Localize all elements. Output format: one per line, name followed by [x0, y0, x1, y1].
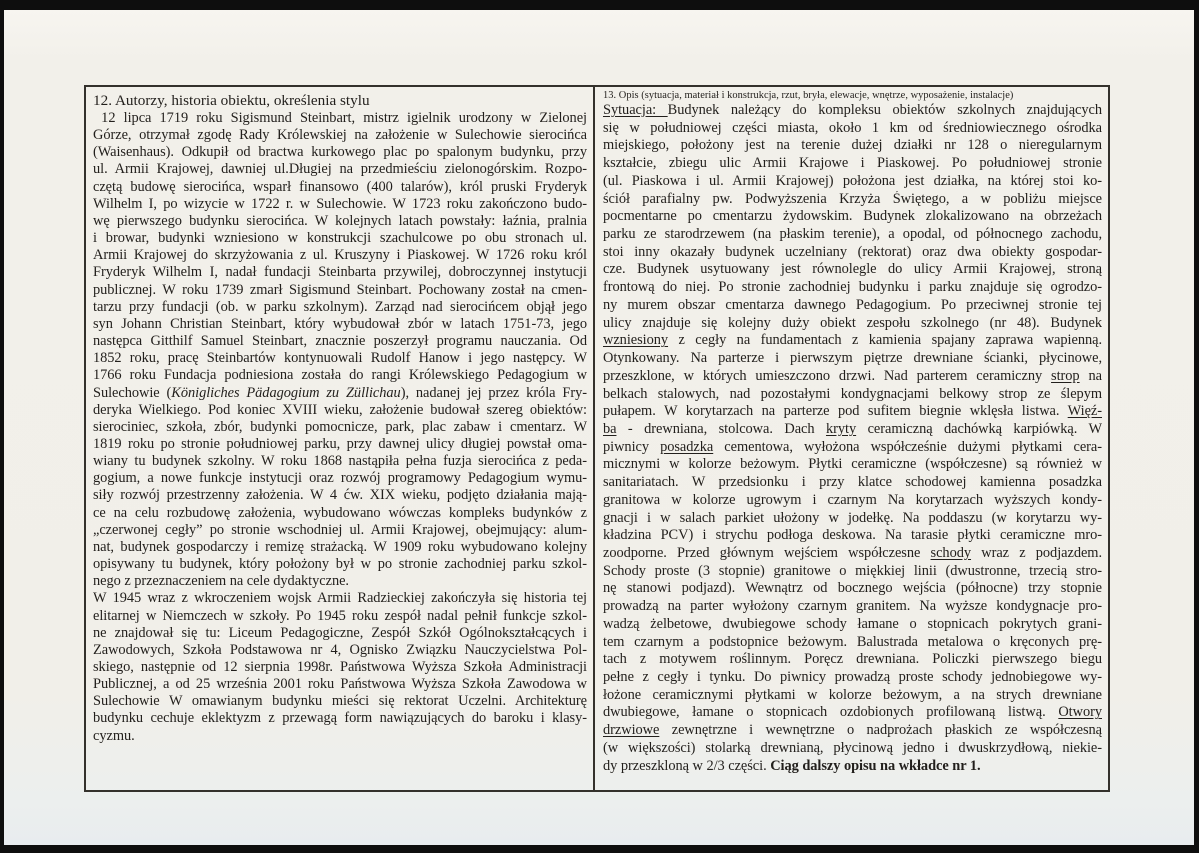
- text-line: wiany tu budynek szkolny. W roku 1868 nastąpiła pełna fuzja sierocińca z peda-: [93, 453, 587, 470]
- text-line: W 1945 wraz z wkroczeniem wojsk Armii Radzieckiej zakończyła się historia tej: [93, 590, 587, 607]
- text-line: cze. Budynek usytuowany jest równolegle do ulicy Armii Krajowej, stroną: [603, 261, 1102, 278]
- text-line: pułapem. W korytarzach na parterze pod sufitem biegnie wklęsła listwa. Więź-: [603, 403, 1102, 420]
- text-line: gogium, a nowe funkcje instytucji oraz rozwój programowy Pedagogium wymu-: [93, 470, 587, 487]
- text-line: skiego, następnie od 12 sierpnia 1998r. Państwowa Wyższa Szkoła Administracji: [93, 659, 587, 675]
- text-line: Fryderyk Wilhelm I, nadał fundacji Steinbarta przywilej, dobroczynnej instytucji: [93, 264, 587, 281]
- text-line: micznymi w kolorze beżowym. Płytki ceramiczne (współczesne) są również w: [603, 456, 1102, 473]
- text-line: ne znajdował się tu: Liceum Pedagogiczne, Zespół Szkół Ogólnokształcących i: [93, 624, 587, 641]
- text-line: zoodporne. Przed głównym wejściem współczesne schody wraz z podjazdem.: [603, 544, 1102, 561]
- text-line: Otynkowany. Na parterze i pierwszym piętrze drewniane ścianki, płycinowe,: [603, 350, 1102, 367]
- text-line: Sytuacja: Budynek należący do kompleksu obiektów szkolnych znajdujących: [603, 102, 1102, 118]
- text-line: Schody proste (3 stopnie) granitowe o miękkiej linii (dwustronne, trzecią stro-: [603, 562, 1102, 579]
- text-line: przeszklone, w których umieszczono drzwi. Nad parterem ceramiczny strop na: [603, 367, 1102, 384]
- text-line: cyzmu.: [93, 727, 135, 744]
- text-line: 1852 roku, pracę Steinbartów kontynuowali Rudolf Hanow i jego następcy. W: [93, 350, 587, 367]
- text-line: Sulechowie (Königliches Pädagogium zu Züllichau), nadanej jej przez króla Fry-: [93, 384, 587, 401]
- text-line: (w większości) stolarką drewnianą, płycinową jedno i dwuskrzydłową, niekie-: [603, 739, 1102, 756]
- text-line: dy przeszkloną w 2/3 części. Ciąg dalszy opisu na wkładce nr 1.: [603, 757, 981, 774]
- text-line: wzniesiony z cegły na fundamentach z kamienia spajany zaprawa wapienną.: [603, 332, 1102, 349]
- text-line: ce na celu rozbudowę założenia, wybudowano wówczas kompleks budynków z: [93, 504, 587, 521]
- text-line: wę pierwszego budynku sierocińca. W kolejnych latach powstały: łaźnia, pralnia: [93, 212, 587, 229]
- text-line: Górze, otrzymał zgodę Rady Królewskiej na założenie w Sulechowie sierocińca: [93, 127, 587, 144]
- text-line: parku ze starodrzewem (na płaskim terenie), a opodal, od północnego zachodu,: [603, 226, 1102, 243]
- text-line: opisywany tu budynek, który położony był w po stronie zachodniej parku szkol-: [93, 556, 587, 573]
- text-line: tach z motywem roślinnym. Poręcz drewniana. Policzki pierwszego biegu: [603, 651, 1102, 668]
- text-line: czętą budowę sierocińca, wsparł finansowo (400 talarów), król pruski Fryderyk: [93, 178, 587, 195]
- text-line: budynku cechuje eklektyzm z przewagą form nawiązujących do baroku i klasy-: [93, 710, 587, 727]
- text-line: frontową do niej. Po stronie zachodniej budynku i parku znajduje się ogrodzo-: [603, 279, 1102, 296]
- text-line: sanitariatach. W przedsionku i przy klatce schodowej kamienna posadzka: [603, 474, 1102, 491]
- text-line: Zawodowych, Szkoła Podstawowa nr 4, Ognisko Związku Nauczycielstwa Pol-: [93, 641, 587, 658]
- text-line: Armii Krajowej do skrzyżowania z ul. Kruszyny i Piaskowej. W 1726 roku król: [93, 247, 587, 264]
- text-line: kształcie, zbiegu ulic Armii Krajowe i Piaskowej. Po południowej stronie: [603, 155, 1102, 172]
- text-line: sierociniec, szkoła, zbór, budynki pomocnicze, park, plac zabaw i cmentarz. W: [93, 418, 587, 435]
- text-line: prowadzą na parter wyłożony czarnym granitem. Na wyższe kondygnacje pro-: [603, 598, 1102, 615]
- text-line: belkach stalowych, nad pozostałymi kondygnacjami belkowy strop ze ślepym: [603, 385, 1102, 402]
- text-line: Wilhelm I, po wizycie w 1722 r. w Sulechowie. W 1723 roku zakończono budo-: [93, 195, 587, 212]
- section-13-title: 13. Opis (sytuacja, materiał i konstrukcja, rzut, bryła, elewacje, wnętrze, wyposażenie, instalacje): [603, 90, 1014, 101]
- section-12-title: 12. Autorzy, historia obiektu, określenia stylu: [93, 92, 370, 109]
- text-line: elitarnej w Niemczech w szkoły. Po 1945 roku zespół nadal pełnił funkcje szkol-: [93, 607, 587, 624]
- text-line: granitowa w kolorze ugrowym i czarnym Na korytarzach wyższych kondy-: [603, 491, 1102, 508]
- text-line: pocmentarne po cmentarzu żydowskim. Budynek zlokalizowano na obrzeżach: [603, 208, 1102, 225]
- text-line: (ul. Piaskowa i ul. Armii Krajowej) położona jest działka, na której stoi ko-: [603, 172, 1102, 189]
- text-line: 12 lipca 1719 roku Sigismund Steinbart, mistrz igielnik urodzony w Zielonej: [93, 110, 587, 126]
- text-line: drzwiowe zewnętrzne i wewnętrzne o nadprożach płaskich ze współczesną: [603, 722, 1102, 739]
- text-line: Publicznej, a od 25 września 2001 roku Państwowa Wyższa Szkoła Zawodowa w: [93, 676, 587, 693]
- text-line: siły rozwój przestrzenny założenia. W 4 ćw. XIX wieku, podjęto działania mają-: [93, 487, 587, 504]
- text-line: kładzina PCV) i strychu podłoga deskowa. Na tarasie płytki ceramiczne mro-: [603, 527, 1102, 544]
- text-line: syn Johann Christian Steinbart, który wybudował zbór w latach 1751-73, jego: [93, 315, 587, 332]
- text-line: nę stanowi podjazd). Wewnątrz od bocznego wejścia (północne) trzy stopnie: [603, 580, 1102, 597]
- text-line: ulicy znajduje się kolejny duży obiekt zespołu szkolnego (nr 48). Budynek: [603, 314, 1102, 331]
- text-line: się w południowej części miasta, około 1 km od średniowiecznego ośrodka: [603, 119, 1102, 136]
- text-line: nat, budynek gospodarczy i remizę strażacką. W 1909 roku wybudowano kolejny: [93, 538, 587, 555]
- text-line: stoi inny okazały budynek uczelniany (rektorat) oraz dwa obiekty gospodar-: [603, 243, 1102, 260]
- text-line: wadzą żelbetowe, dwubiegowe schody łamane o stopnicach pokrytych grani-: [603, 615, 1102, 632]
- text-line: ba - drewniana, stolcowa. Dach kryty ceramiczną dachówką karpiówką. W: [603, 420, 1102, 437]
- text-line: łożone ceramicznymi płytkami w kolorze beżowym, a na strych drewniane: [603, 686, 1102, 703]
- text-line: dwubiegowe, łamane o stopnicach ozdobionych profilowaną listwą. Otwory: [603, 704, 1102, 721]
- text-line: Sulechowie W omawianym budynku mieści się rektorat Uczelni. Architekturę: [93, 693, 587, 710]
- text-line: ny murem obszar cmentarza dawnego Pedagogium. Po przeciwnej stronie tej: [603, 296, 1102, 313]
- text-line: pełne z cegły i tynku. Do piwnicy prowadzą proste schody jednobiegowe wy-: [603, 669, 1102, 685]
- text-line: nego z przeznaczeniem na cele dydaktyczne.: [93, 573, 349, 590]
- section-12-body: [93, 110, 587, 745]
- text-line: tarzu przy fundacji (ob. w parku szkolnym). Zarząd nad sierocińcem objął jego: [93, 298, 587, 315]
- text-line: (Waisenhaus). Odkupił od bractwa kurkowego plac po spalonym budynku, przy: [93, 144, 587, 161]
- text-line: miejskiego, położony jest na terenie dużej działki nr 128 o nieregularnym: [603, 137, 1102, 154]
- text-line: ściół parafialny pw. Podwyższenia Krzyża Świętego, a w pobliżu miejsce: [603, 190, 1102, 207]
- text-line: publicznej. W roku 1739 zmarł Sigismund Steinbart. Pochowany został na cmen-: [93, 281, 587, 298]
- text-line: piwnicy posadzka cementowa, wyłożona współcześnie dużymi płytkami cera-: [603, 438, 1102, 455]
- section-13-description: [595, 87, 1108, 790]
- text-line: następca Gitthilf Samuel Steinbart, znacznie poszerzył programu nauczania. Od: [93, 333, 587, 350]
- text-line: 1766 roku Fundacja podniesiona została do rangi Królewskiego Pedagogium w: [93, 367, 587, 384]
- text-line: i browar, budynki wzniesiono w konstrukcji szachulcowe po obu stronach ul.: [93, 230, 587, 247]
- text-line: ul. Armii Krajowej, dawniej ul.Długiej na przedmieściu zielonogórskim. Rozpo-: [93, 161, 587, 178]
- form-table: [84, 85, 1110, 792]
- text-line: deryka Wielkiego. Pod koniec XVIII wieku, założenie budował szereg obiektów:: [93, 401, 587, 418]
- text-line: gnacji i w salach parkiet ułożony w jodełkę. Na poddaszu (w korytarzu wy-: [603, 509, 1102, 526]
- section-13-body: [603, 102, 1102, 775]
- text-line: 1819 roku po stronie południowej parku, przy dawnej ulicy długiej powstał oma-: [93, 435, 587, 452]
- document-page: [4, 10, 1194, 845]
- text-line: „czerwonej cegły” po stronie wschodniej ul. Armii Krajowej, obejmujący: alum-: [93, 521, 587, 538]
- section-12-authors-history: [86, 87, 595, 790]
- text-line: tem czarnym a podstopnice beżowym. Balustrada metalowa o kręconych prę-: [603, 633, 1102, 650]
